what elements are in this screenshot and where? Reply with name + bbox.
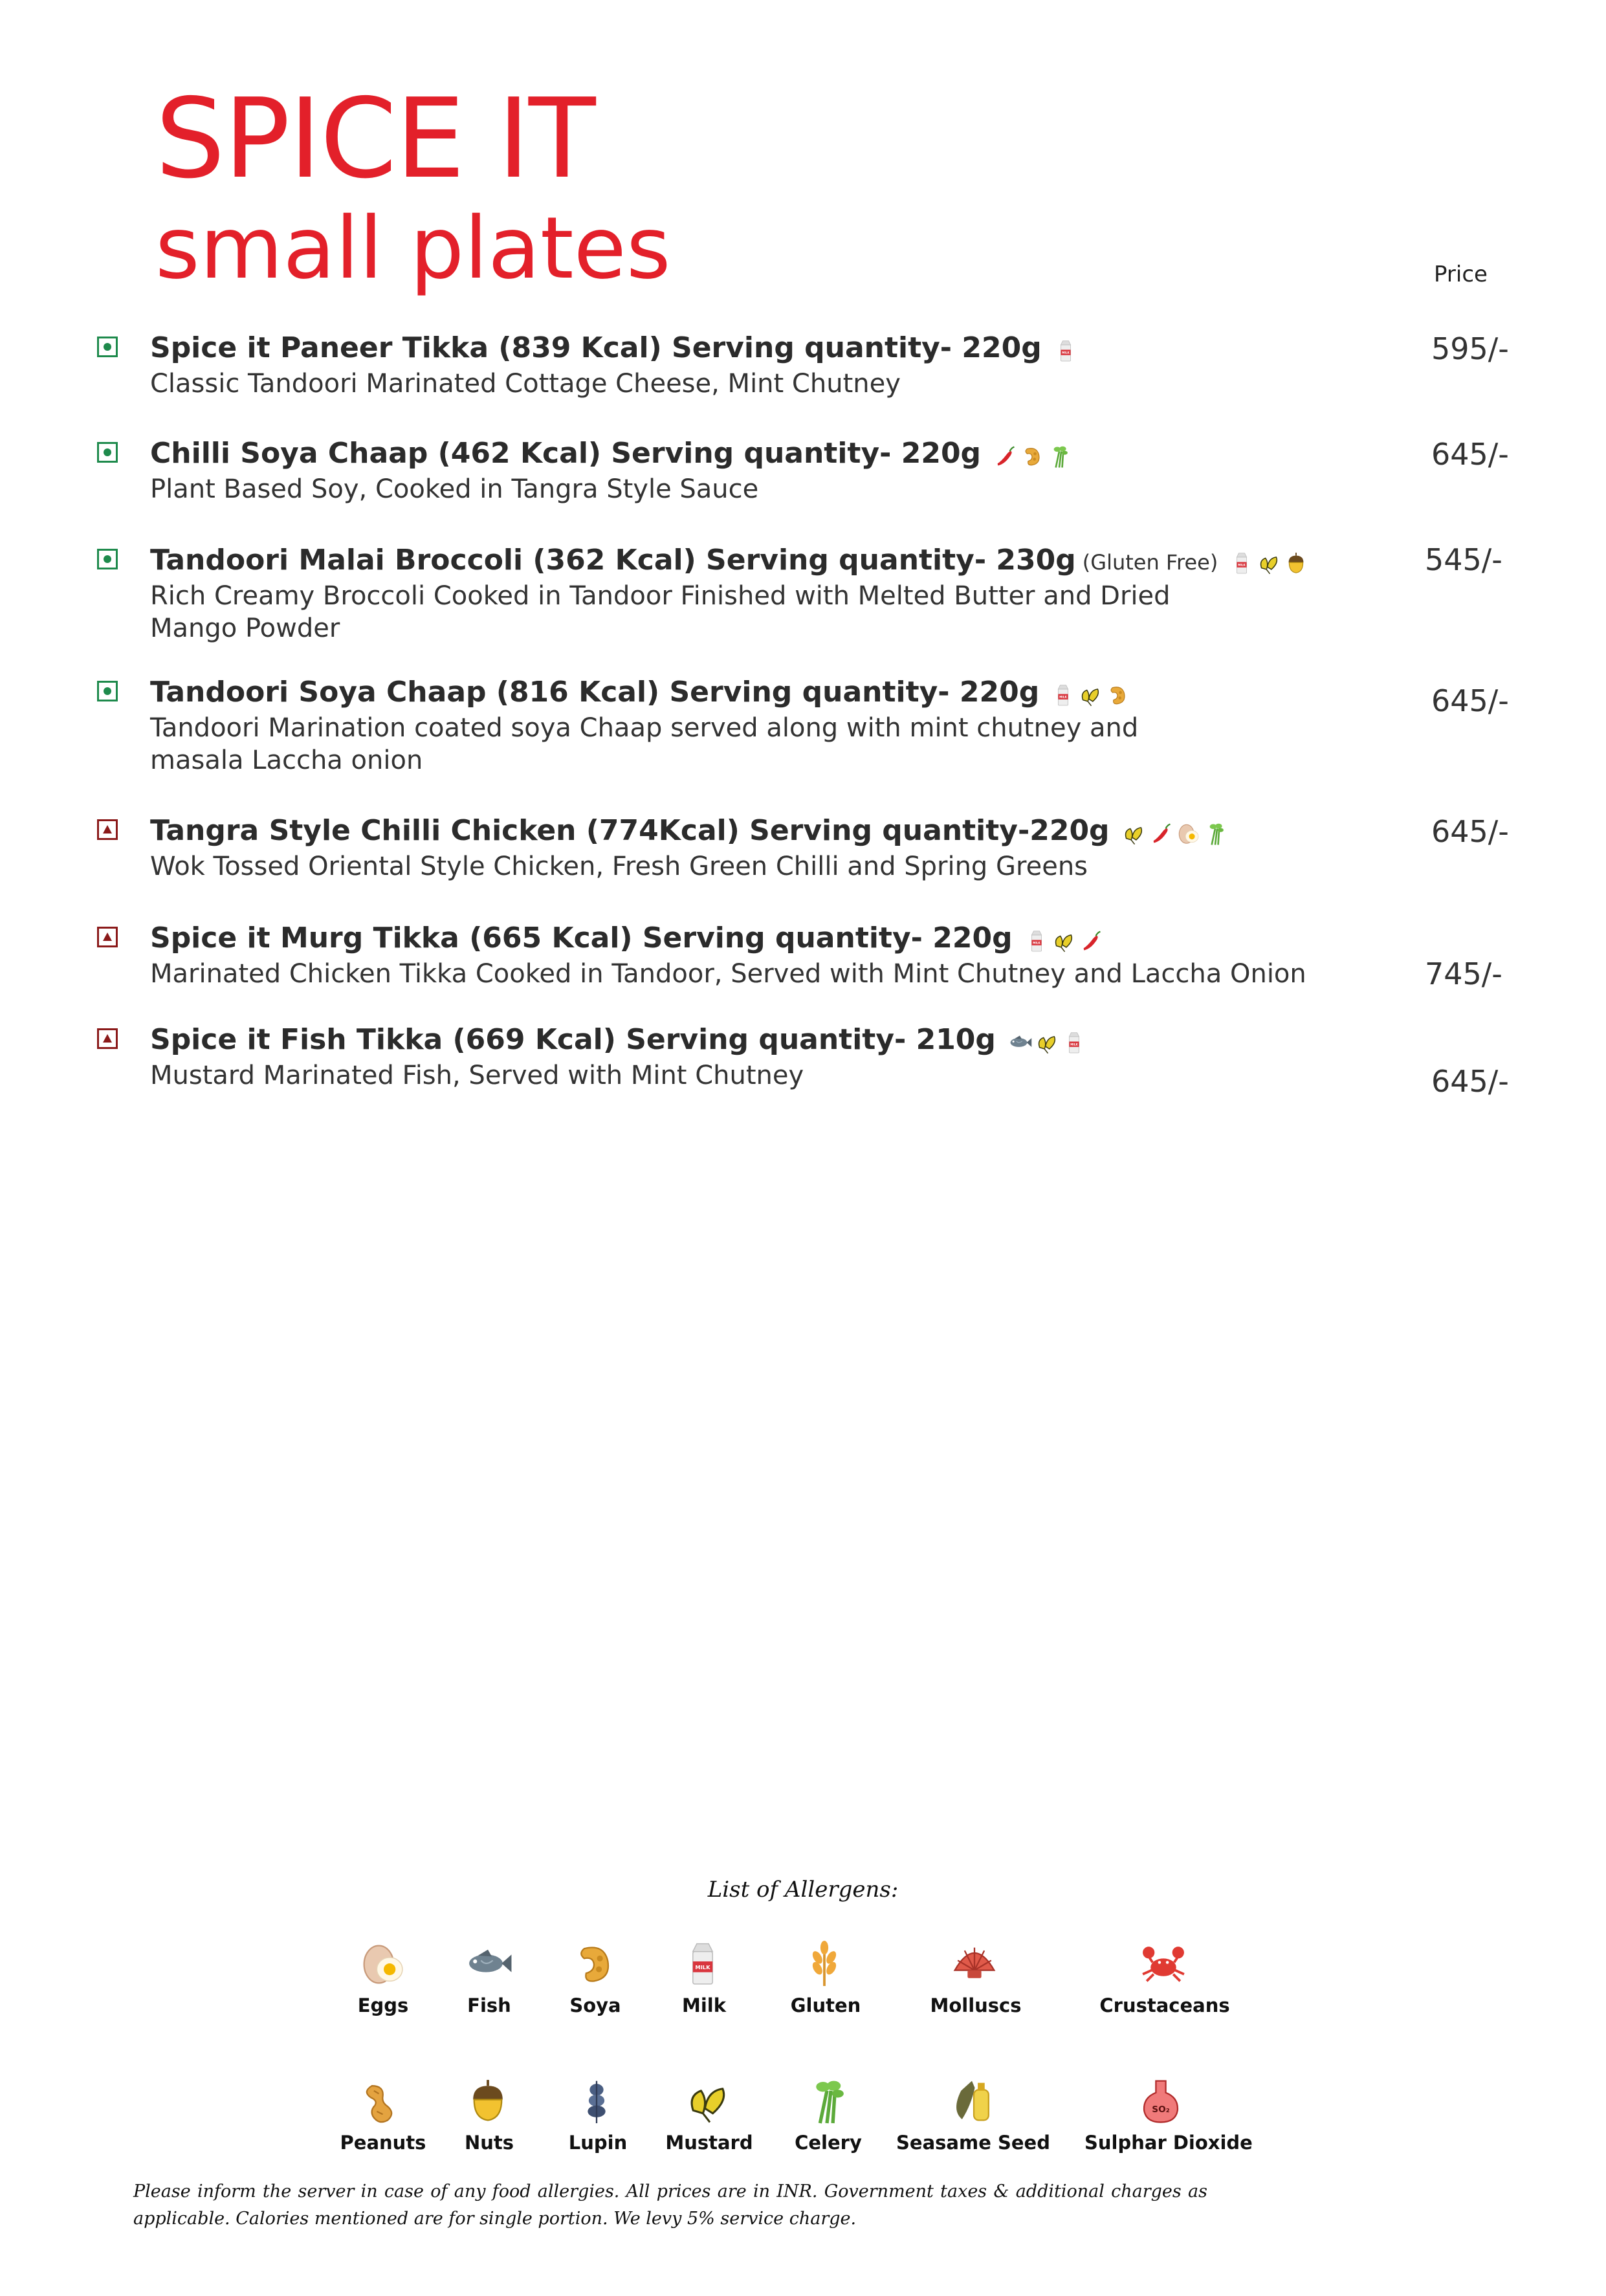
molluscs-icon	[898, 1939, 1053, 1988]
soya-icon	[1105, 677, 1132, 710]
allergen-list-title: List of Allergens:	[707, 1877, 899, 1903]
soya-icon	[1020, 438, 1047, 471]
chilli-icon	[1079, 923, 1106, 956]
item-name: Tandoori Soya Chaap (816 Kcal) Serving quantity- 220g MILK	[150, 676, 1132, 711]
celery-icon	[1047, 438, 1074, 471]
nonveg-marker-icon	[97, 819, 118, 840]
nuts-icon	[1284, 545, 1311, 578]
mustard-icon	[1078, 677, 1105, 710]
svg-text:MILK: MILK	[1238, 563, 1246, 567]
item-name: Spice it Fish Tikka (669 Kcal) Serving quantity- 210g MILK	[150, 1023, 1089, 1058]
allergen-fish: Fish	[412, 1939, 567, 2016]
mustard-icon	[1035, 1024, 1062, 1057]
allergen-milk: MILK Milk	[626, 1939, 782, 2016]
allergen-lupin: Lupin	[520, 2076, 676, 2154]
allergen-nuts: Nuts	[412, 2076, 567, 2154]
mustard-icon	[1121, 815, 1149, 848]
item-price: 595/-	[1431, 331, 1509, 366]
milk-icon	[1051, 677, 1078, 710]
item-name: Spice it Murg Tikka (665 Kcal) Serving quantity- 220g MILK	[150, 922, 1106, 956]
item-name: Tandoori Malai Broccoli (362 Kcal) Serving quantity- 230g (Gluten Free) MILK	[150, 544, 1311, 579]
crustaceans-icon	[1087, 1939, 1242, 1988]
item-description: Wok Tossed Oriental Style Chicken, Fresh Green Chilli and Spring Greens	[150, 852, 1088, 881]
svg-text:MILK: MILK	[1059, 695, 1067, 699]
allergen-celery: Celery	[751, 2076, 906, 2154]
restaurant-title: SPICE IT	[155, 75, 595, 203]
milk-icon	[1229, 545, 1257, 578]
item-description: Classic Tandoori Marinated Cottage Cheese, Mint Chutney	[150, 369, 901, 399]
mustard-icon	[1051, 923, 1079, 956]
allergen-sesame-seed: Seasame Seed	[896, 2076, 1051, 2154]
veg-marker-icon	[97, 549, 118, 569]
svg-text:MILK: MILK	[695, 1964, 710, 1971]
veg-marker-icon	[97, 337, 118, 357]
sulphur-icon	[1084, 2076, 1240, 2125]
item-name: Chilli Soya Chaap (462 Kcal) Serving quantity- 220g	[150, 437, 1074, 472]
eggs-icon	[1176, 815, 1203, 848]
milk-icon	[1053, 333, 1081, 366]
celery-icon	[751, 2076, 906, 2125]
item-description: Rich Creamy Broccoli Cooked in Tandoor Finished with Melted Butter and Dried Mango Powder	[150, 581, 1171, 643]
nonveg-marker-icon	[97, 927, 118, 947]
item-price: 645/-	[1431, 683, 1509, 718]
item-price: 645/-	[1431, 814, 1509, 849]
chilli-icon	[993, 438, 1020, 471]
gluten-free-note: (Gluten Free)	[1082, 550, 1218, 575]
allergen-soya: Soya	[518, 1939, 673, 2016]
nonveg-marker-icon	[97, 1028, 118, 1049]
item-description: Mustard Marinated Fish, Served with Mint Chutney	[150, 1061, 804, 1090]
price-column-header: Price	[1434, 261, 1488, 287]
allergen-sulphur-dioxide: SO₂ Sulphar Dioxide	[1084, 2076, 1240, 2154]
allergen-molluscs: Molluscs	[898, 1939, 1053, 2016]
veg-marker-icon	[97, 442, 118, 463]
item-description: Plant Based Soy, Cooked in Tangra Style Sauce	[150, 474, 759, 504]
allergen-gluten: Gluten	[748, 1939, 903, 2016]
item-name: Tangra Style Chilli Chicken (774Kcal) Serving quantity-220g	[150, 814, 1230, 849]
chilli-icon	[1149, 815, 1176, 848]
item-price: 745/-	[1425, 956, 1502, 991]
item-price: 645/-	[1431, 437, 1509, 472]
item-description: Marinated Chicken Tikka Cooked in Tandoor, Served with Mint Chutney and Laccha Onion	[150, 959, 1306, 989]
item-price: 545/-	[1425, 542, 1502, 577]
item-description: Tandoori Marination coated soya Chaap served along with mint chutney and masala Laccha onion	[150, 713, 1139, 775]
fish-icon	[1007, 1024, 1035, 1057]
milk-icon	[1062, 1024, 1089, 1057]
veg-marker-icon	[97, 681, 118, 701]
svg-text:MILK: MILK	[1061, 351, 1070, 355]
sesame-icon	[896, 2076, 1051, 2125]
section-title: small plates	[155, 199, 671, 298]
gluten-icon	[748, 1939, 903, 1988]
allergen-mustard: Mustard	[632, 2076, 787, 2154]
footer-disclaimer: Please inform the server in case of any food allergies. All prices are in INR. Government taxes & additional charges as applicable. Calories mentioned are for single portion. We levy 5% service charge.	[133, 2181, 1207, 2229]
item-name: Spice it Paneer Tikka (839 Kcal) Serving quantity- 220g MILK	[150, 331, 1081, 366]
allergen-peanuts: Peanuts	[305, 2076, 461, 2154]
svg-text:SO₂: SO₂	[1152, 2104, 1170, 2115]
allergen-crustaceans: Crustaceans	[1087, 1939, 1242, 2016]
celery-icon	[1203, 815, 1230, 848]
svg-text:MILK: MILK	[1070, 1043, 1078, 1046]
allergen-eggs: Eggs	[305, 1939, 461, 2016]
milk-icon	[1024, 923, 1051, 956]
svg-text:MILK: MILK	[1032, 941, 1040, 945]
item-price: 645/-	[1431, 1064, 1509, 1099]
mustard-icon	[1257, 545, 1284, 578]
